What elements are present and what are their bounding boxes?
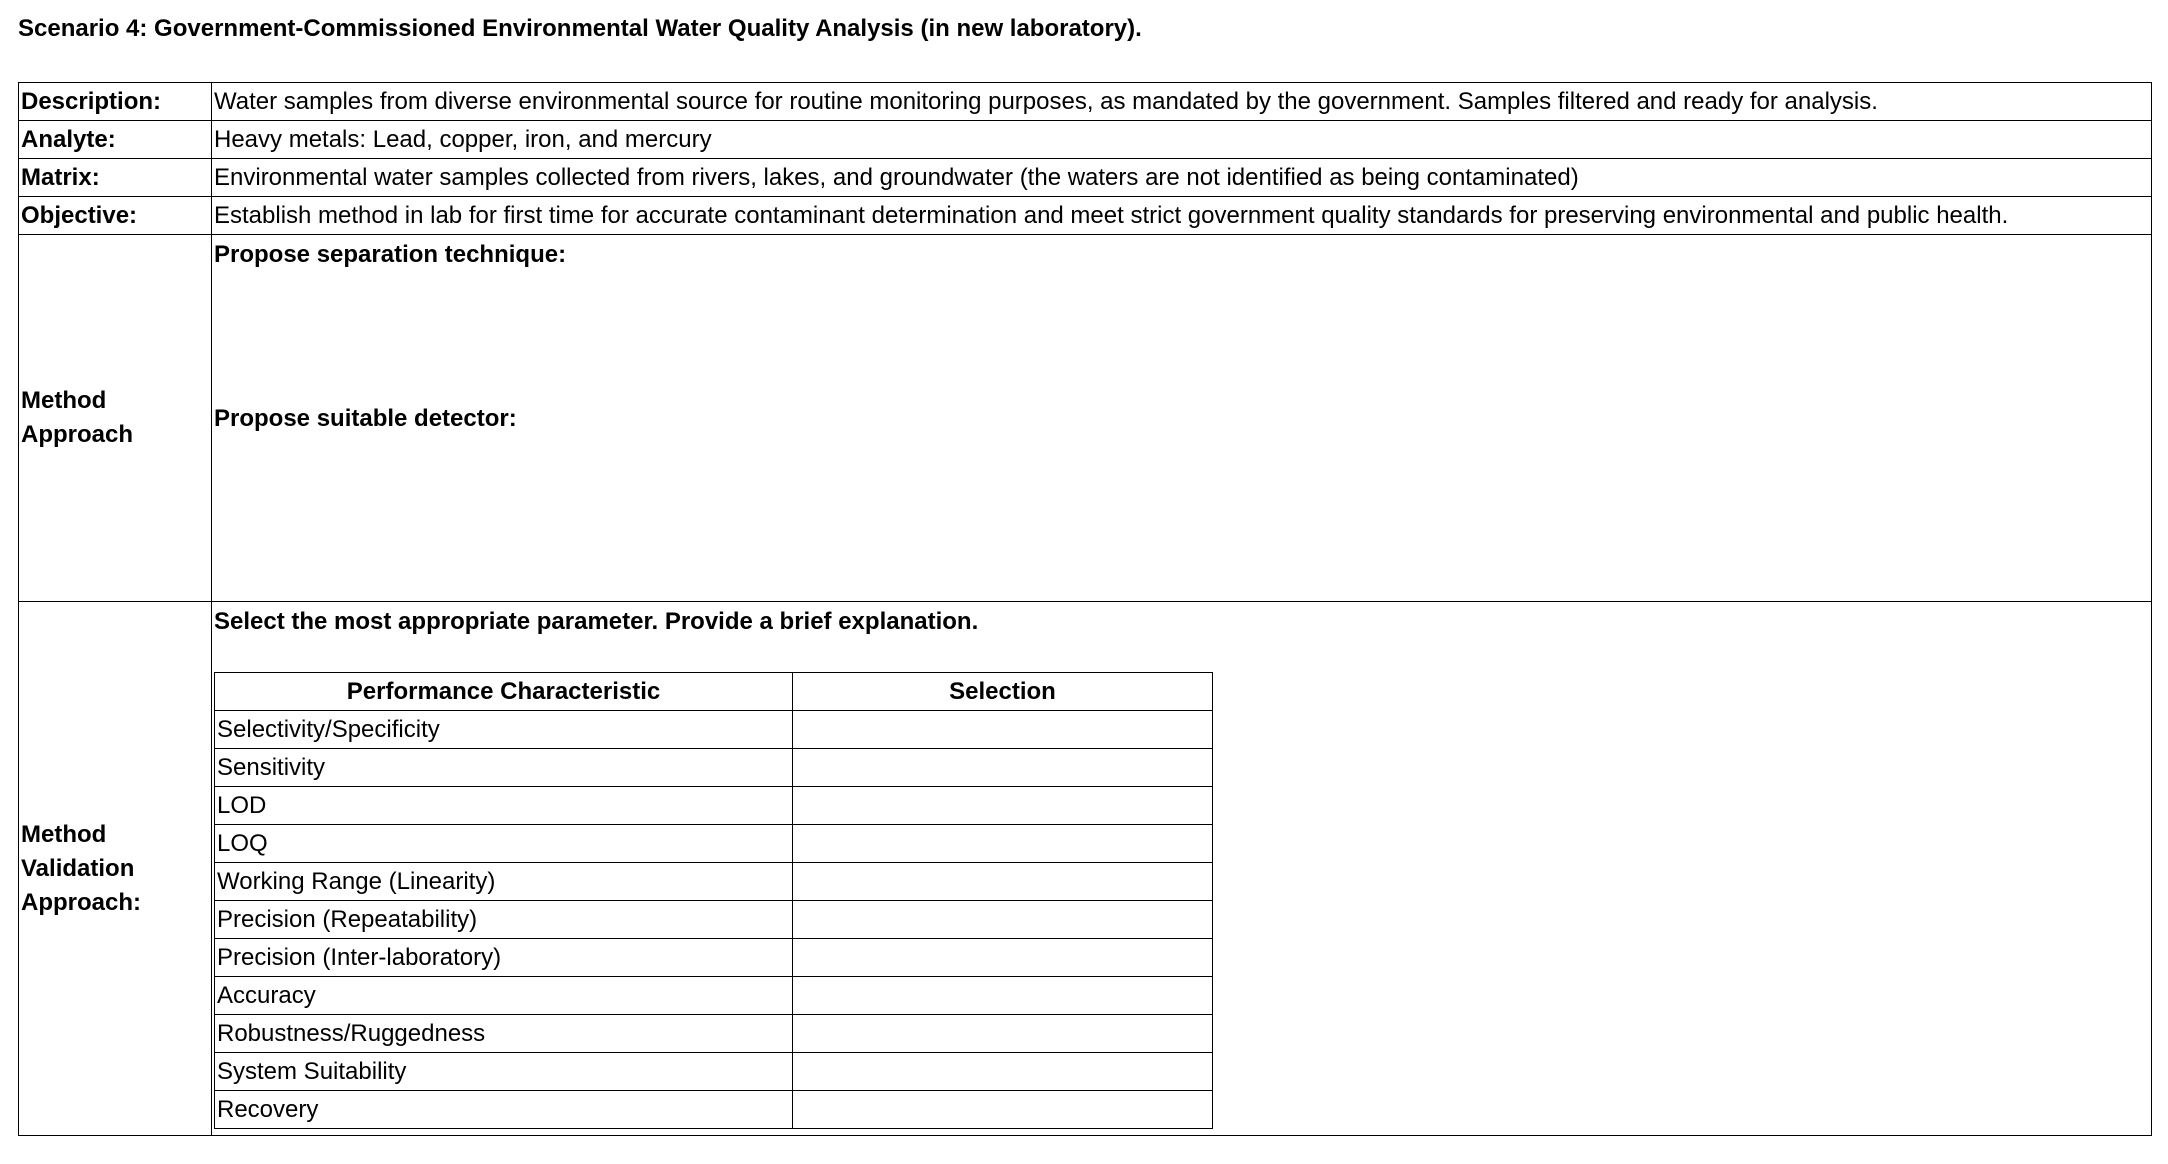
description-value: Water samples from diverse environmental source for routine monitoring purposes, as mandated by the government. Samples filtered and ready for analysis. <box>212 83 2152 121</box>
table-row <box>215 977 1213 1015</box>
selection-cell[interactable] <box>793 749 1213 787</box>
table-row <box>215 1053 1213 1091</box>
selection-cell[interactable] <box>793 977 1213 1015</box>
performance-characteristic-cell: System Suitability <box>215 1053 793 1091</box>
selection-cell[interactable] <box>793 787 1213 825</box>
performance-characteristic-cell: Precision (Inter-laboratory) <box>215 939 793 977</box>
scenario-table <box>18 82 2152 1136</box>
performance-header-row <box>215 673 1213 711</box>
method-approach-row <box>19 235 2152 602</box>
selection-cell[interactable] <box>793 901 1213 939</box>
table-row <box>215 939 1213 977</box>
separation-technique-prompt: Propose separation technique: <box>214 241 567 268</box>
table-row <box>215 711 1213 749</box>
performance-characteristic-cell: Sensitivity <box>215 749 793 787</box>
table-row <box>215 825 1213 863</box>
selection-cell[interactable] <box>793 939 1213 977</box>
selection-header: Selection <box>793 673 1213 711</box>
table-row <box>215 863 1213 901</box>
matrix-label: Matrix: <box>19 159 212 197</box>
method-approach-label-line2: Approach <box>21 421 134 448</box>
table-row <box>215 1015 1213 1053</box>
method-validation-label <box>19 602 212 1136</box>
performance-characteristic-cell: LOD <box>215 787 793 825</box>
performance-characteristic-cell: Accuracy <box>215 977 793 1015</box>
selection-cell[interactable] <box>793 1091 1213 1129</box>
performance-characteristic-header: Performance Characteristic <box>215 673 793 711</box>
description-row <box>19 83 2152 121</box>
method-validation-row <box>19 602 2152 1136</box>
matrix-row <box>19 159 2152 197</box>
selection-cell[interactable] <box>793 825 1213 863</box>
performance-table <box>214 672 1213 1129</box>
method-validation-label-line2: Validation <box>21 854 135 882</box>
objective-label: Objective: <box>19 197 212 235</box>
performance-table-body <box>215 711 1213 1129</box>
scenario-title: Scenario 4: Government-Commissioned Environmental Water Quality Analysis (in new laboratory). <box>18 15 1142 42</box>
method-approach-label-line1: Method <box>21 387 107 414</box>
method-approach-label <box>19 235 212 602</box>
table-row <box>215 749 1213 787</box>
objective-value: Establish method in lab for first time for accurate contaminant determination and meet strict government quality standards for preserving environmental and public health. <box>212 197 2152 235</box>
selection-cell[interactable] <box>793 711 1213 749</box>
table-row <box>215 787 1213 825</box>
method-approach-cell[interactable] <box>212 235 2152 602</box>
table-row <box>215 1091 1213 1129</box>
objective-row <box>19 197 2152 235</box>
analyte-value: Heavy metals: Lead, copper, iron, and mercury <box>212 121 2152 159</box>
method-validation-label-line3: Approach: <box>21 888 141 916</box>
detector-prompt: Propose suitable detector: <box>214 405 517 432</box>
table-row <box>215 901 1213 939</box>
description-label: Description: <box>19 83 212 121</box>
performance-characteristic-cell: Selectivity/Specificity <box>215 711 793 749</box>
validation-instruction: Select the most appropriate parameter. Provide a brief explanation. <box>214 608 979 635</box>
performance-characteristic-cell: LOQ <box>215 825 793 863</box>
analyte-row <box>19 121 2152 159</box>
performance-characteristic-cell: Recovery <box>215 1091 793 1129</box>
method-validation-label-line1: Method <box>21 820 107 848</box>
selection-cell[interactable] <box>793 1053 1213 1091</box>
analyte-label: Analyte: <box>19 121 212 159</box>
method-validation-cell <box>212 602 2152 1136</box>
performance-characteristic-cell: Precision (Repeatability) <box>215 901 793 939</box>
performance-characteristic-cell: Working Range (Linearity) <box>215 863 793 901</box>
selection-cell[interactable] <box>793 863 1213 901</box>
performance-characteristic-cell: Robustness/Ruggedness <box>215 1015 793 1053</box>
selection-cell[interactable] <box>793 1015 1213 1053</box>
matrix-value: Environmental water samples collected from rivers, lakes, and groundwater (the waters are not identified as being contaminated) <box>212 159 2152 197</box>
